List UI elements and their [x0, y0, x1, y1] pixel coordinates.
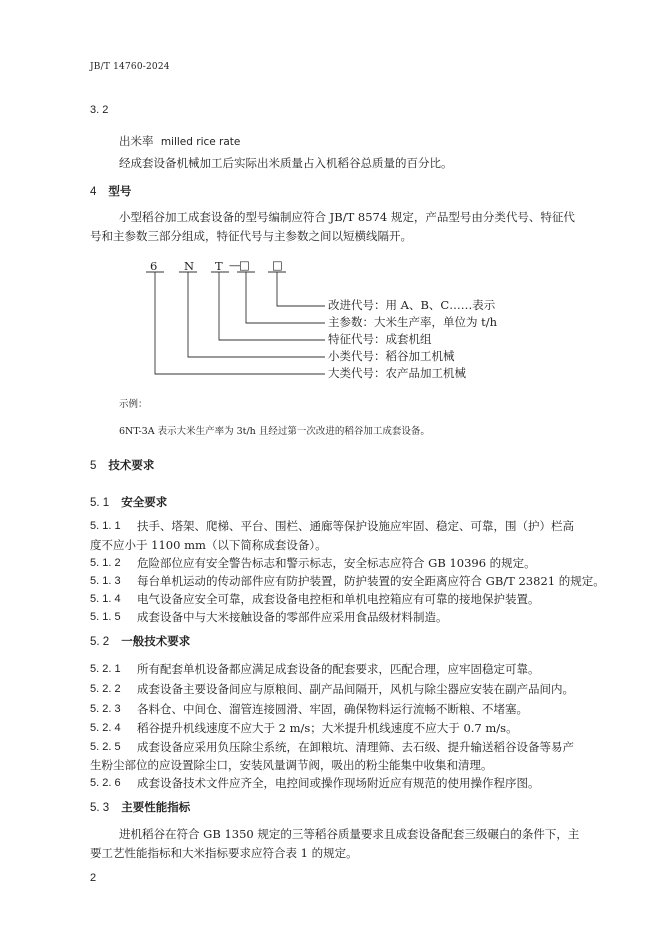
- clause-text-line1: 成套设备技术文件应齐全，电控间或操作现场附近应有规范的使用操作程序图。: [137, 776, 540, 790]
- section-5-1-title: 安全要求: [121, 495, 168, 509]
- section-5-2-heading: [90, 633, 190, 649]
- clause-number: 5. 2. 1: [90, 663, 121, 675]
- example-label: 示例：: [119, 399, 148, 410]
- term-definition: 经成套设备机械加工后实际出米质量占入机稻谷总质量的百分比。: [119, 156, 453, 170]
- branch-improvement: [277, 272, 325, 306]
- clause-text-line1: 扶手、塔架、爬梯、平台、围栏、通廊等保护设施应牢固、稳定、可靠，围（护）栏高: [137, 519, 574, 533]
- clause-text-line1: 成套设备主要设备间应与原粮间、副产品间隔开，风机与除尘器应安装在副产品间内。: [137, 682, 574, 696]
- clause-text-line1: 成套设备应采用负压除尘系统，在卸粮坑、清理筛、去石级、提升输送稻谷设备等易产: [137, 740, 574, 754]
- code-char-3: T: [215, 259, 223, 273]
- clause-number: 5. 1. 4: [90, 593, 121, 605]
- code-char-1: 6: [150, 259, 158, 273]
- clause-number: 5. 1. 1: [90, 520, 121, 532]
- clause-text-line1: 危险部位应有安全警告标志和警示标志，安全标志应符合 GB 10396 的规定。: [137, 556, 536, 570]
- section-4-para-line1: 小型稻谷加工成套设备的型号编制应符合 JB/T 8574 规定，产品型号由分类代号、特征代: [119, 210, 575, 224]
- section-5-3-heading: [90, 799, 190, 815]
- clause-number: 5. 1. 3: [90, 575, 121, 587]
- code-box-1: □: [239, 258, 250, 272]
- clause-number: 5. 2. 4: [90, 722, 121, 734]
- section-5-heading: [90, 457, 154, 473]
- legend-improvement-code: 改进代号：用 A、B、C……表示: [328, 298, 496, 312]
- section-5-3-para-line2: 要工艺性能指标和大米指标要求应符合表 1 的规定。: [90, 846, 358, 860]
- code-dash: —: [229, 258, 241, 272]
- clause-number: 5. 1. 5: [90, 611, 121, 623]
- legend-main-parameter: 主参数：大米生产率，单位为 t/h: [328, 315, 498, 329]
- clause-text-line2: 度不应小于 1100 mm（以下简称成套设备）。: [90, 538, 327, 552]
- clause-text-line1: 所有配套单机设备都应满足成套设备的配套要求，匹配合理，应牢固稳定可靠。: [137, 662, 540, 676]
- section-4-title: 型号: [108, 184, 132, 198]
- section-5-3-para-line1: 进机稻谷在符合 GB 1350 规定的三等稻谷质量要求且成套设备配套三级碾白的条件下，主: [119, 827, 580, 841]
- section-5-3-title: 主要性能指标: [121, 800, 191, 814]
- legend-class-code: 大类代号：农产品加工机械: [328, 366, 466, 380]
- clause-text-line1: 各料仓、中间仓、溜管连接圆滑、牢固，确保物料运行流畅不断粮、不堵塞。: [137, 702, 528, 716]
- section-5-2-title: 一般技术要求: [121, 634, 191, 648]
- clause-number: 5. 2. 6: [90, 777, 121, 789]
- clause-number: 5. 2. 2: [90, 683, 121, 695]
- section-5-1-number: 5. 1: [90, 497, 110, 509]
- legend-feature-code: 特征代号：成套机组: [328, 332, 432, 346]
- clause-text-line1: 稻谷提升机线速度不应大于 2 m/s；大米提升机线速度不应大于 0.7 m/s。: [137, 721, 518, 735]
- code-char-2: N: [184, 259, 195, 273]
- section-5-1-heading: [90, 494, 167, 510]
- clause-text-line1: 每台单机运动的传动部件应有防护装置，防护装置的安全距离应符合 GB/T 23821 的规定。: [137, 574, 605, 588]
- code-box-2: □: [272, 258, 283, 272]
- term-en: milled rice rate: [160, 136, 241, 148]
- standard-number: JB/T 14760-2024: [90, 62, 170, 72]
- section-5-number: 5: [90, 460, 97, 472]
- page-number: 2: [90, 872, 97, 884]
- section-5-title: 技术要求: [108, 458, 155, 472]
- clause-text-line2: 生粉尘部位的应设置除尘口，安装风量调节阀，吸出的粉尘能集中收集和清理。: [90, 758, 493, 772]
- example-text: 6NT-3A 表示大米生产率为 3t/h 且经过第一次改进的稻谷加工成套设备。: [119, 426, 430, 437]
- section-5-2-number: 5. 2: [90, 636, 110, 648]
- clause-number: 5. 1. 2: [90, 557, 121, 569]
- clause-text-line1: 电气设备应安全可靠，成套设备电控柜和单机电控箱应有可靠的接地保护装置。: [137, 592, 540, 606]
- term-zh: 出米率: [119, 134, 154, 148]
- branch-main-param: [246, 272, 325, 323]
- section-4-number: 4: [90, 186, 97, 198]
- branch-subclass: [188, 272, 325, 357]
- legend-subclass-code: 小类代号：稻谷加工机械: [328, 349, 455, 363]
- section-4-para-line2: 号和主参数三部分组成，特征代号与主参数之间以短横线隔开。: [90, 229, 412, 243]
- section-5-3-number: 5. 3: [90, 802, 110, 814]
- term-number: 3. 2: [90, 104, 109, 116]
- clause-number: 5. 2. 5: [90, 741, 121, 753]
- clause-number: 5. 2. 3: [90, 703, 121, 715]
- clause-text-line1: 成套设备中与大米接触设备的零部件应采用食品级材料制造。: [137, 610, 448, 624]
